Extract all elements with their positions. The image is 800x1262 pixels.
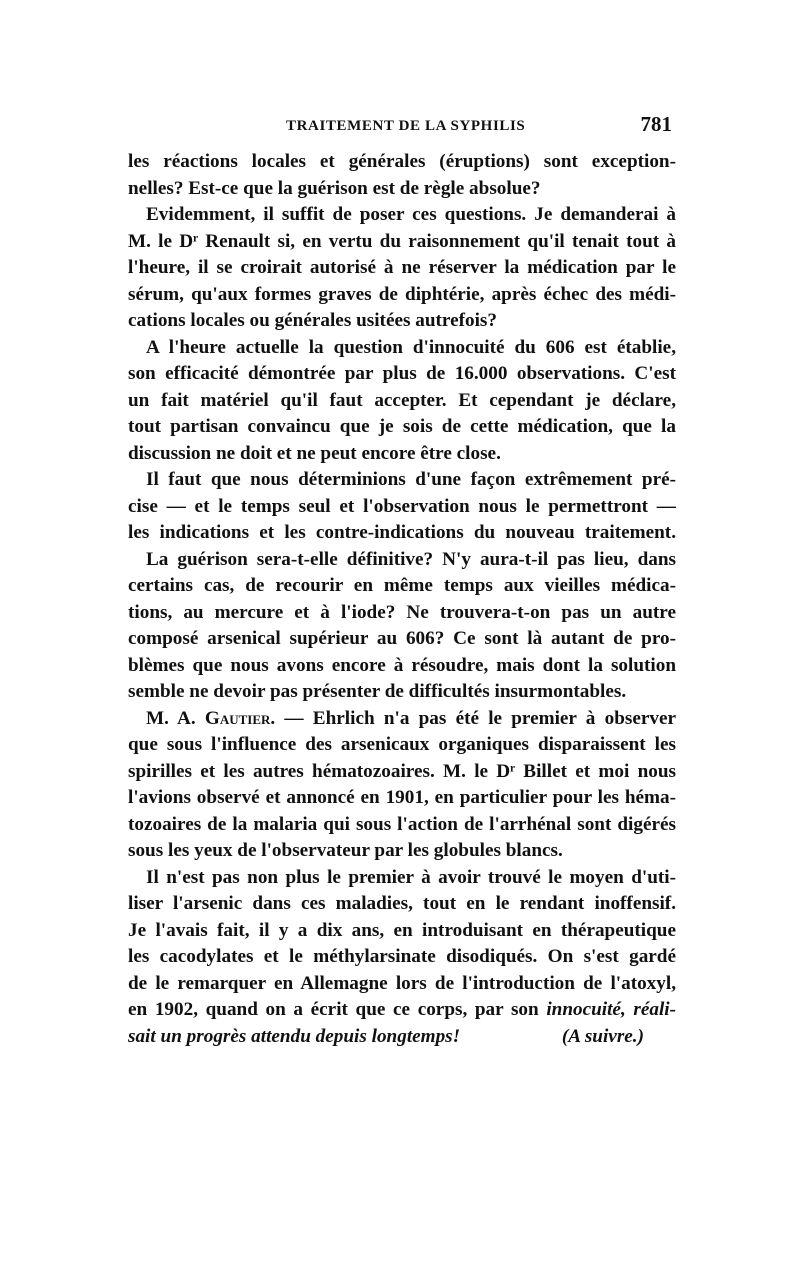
text-line: semble ne devoir pas présenter de difficultés insurmontables. xyxy=(128,681,627,702)
italic-closing-text: sait un progrès attendu depuis longtemps! xyxy=(128,1025,461,1047)
text-line: A l'heure actuelle la question d'innocuité du 606 est établie, xyxy=(146,336,676,358)
text-line: cise — et le temps seul et l'observation nous le permettront — xyxy=(128,495,676,517)
text-line: composé arsenical supérieur au 606? Ce sont là autant de pro- xyxy=(128,628,676,649)
text-line: blèmes que nous avons encore à résoudre, mais dont la solution xyxy=(128,654,676,676)
text-line: son efficacité démontrée par plus de 16.000 observations. C'est xyxy=(128,363,676,384)
running-title: TRAITEMENT DE LA SYPHILIS xyxy=(286,118,526,134)
italic-fragment: innocuité, réali- xyxy=(546,999,676,1020)
speaker-text: — Ehrlich n'a pas été le premier à observer xyxy=(275,707,676,729)
text-line: Evidemment, il suffit de poser ces questions. Je demanderai à xyxy=(146,204,676,225)
text-line-speaker xyxy=(128,706,676,733)
page-number: 781 xyxy=(640,112,672,136)
text-line: les cacodylates et le méthylarsinate disodiqués. On s'est gardé xyxy=(128,946,676,967)
page-header xyxy=(128,112,676,142)
text-line: certains cas, de recourir en même temps aux vieilles médica- xyxy=(128,575,676,596)
text-line: spirilles et les autres hématozoaires. M. le Dʳ Billet et moi nous xyxy=(128,760,676,782)
text-line: l'avions observé et annoncé en 1901, en particulier pour les héma- xyxy=(128,787,676,808)
text-line: que sous l'influence des arsenicaux organiques disparaissent les xyxy=(128,734,676,755)
body-text xyxy=(128,149,676,1050)
to-be-continued-note: (A suivre.) xyxy=(561,1025,644,1047)
text-line: cations locales ou générales usitées autrefois? xyxy=(128,310,497,331)
text-line: sous les yeux de l'observateur par les globules blancs. xyxy=(128,840,563,861)
text-line: Je l'avais fait, il y a dix ans, en introduisant en thérapeutique xyxy=(128,919,676,941)
text-line: l'heure, il se croirait autorisé à ne réserver la médication par le xyxy=(128,257,676,278)
speaker-name: M. A. Gautier. xyxy=(146,707,276,729)
text-line: tout partisan convaincu que je sois de cette médication, que la xyxy=(128,416,676,437)
text-line: La guérison sera-t-elle définitive? N'y aura-t-il pas lieu, dans xyxy=(146,548,676,570)
text-line: les indications et les contre-indications du nouveau traitement. xyxy=(128,522,676,543)
text-line: tozoaires de la malaria qui sous l'action de l'arrhénal sont digérés xyxy=(128,813,676,835)
text-line: nelles? Est-ce que la guérison est de règle absolue? xyxy=(128,177,541,199)
text-line: Il faut que nous déterminions d'une façon extrêmement pré- xyxy=(146,469,676,490)
text-line: discussion ne doit et ne peut encore être close. xyxy=(128,442,501,464)
text-line: de le remarquer en Allemagne lors de l'introduction de l'atoxyl, xyxy=(128,972,676,994)
text-line: tions, au mercure et à l'iode? Ne trouvera-t-on pas un autre xyxy=(128,601,676,623)
text-line-mixed xyxy=(128,997,676,1024)
text-line: Il n'est pas non plus le premier à avoir trouvé le moyen d'uti- xyxy=(146,866,676,888)
text-line: liser l'arsenic dans ces maladies, tout en le rendant inoffensif. xyxy=(128,893,676,914)
text-line: un fait matériel qu'il faut accepter. Et cependant je déclare, xyxy=(128,389,676,411)
text-line: sérum, qu'aux formes graves de diphtérie, après échec des médi- xyxy=(128,283,676,305)
text-line: les réactions locales et générales (éruptions) sont exception- xyxy=(128,151,676,172)
text-line-final xyxy=(128,1024,676,1051)
text-line: M. le Dʳ Renault si, en vertu du raisonnement qu'il tenait tout à xyxy=(128,230,676,252)
text-fragment: en 1902, quand on a écrit que ce corps, par son xyxy=(128,999,547,1020)
